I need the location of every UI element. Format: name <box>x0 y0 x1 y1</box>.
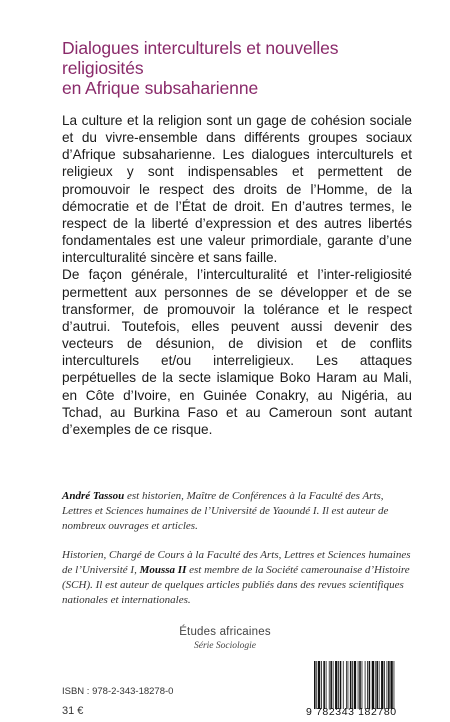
barcode-bar <box>340 661 342 709</box>
barcode-bar <box>350 661 352 709</box>
barcode-bar <box>362 661 363 709</box>
barcode-bar <box>323 661 325 709</box>
author-2-bio-before: Historien, Chargé de Cours à la Faculté des Arts, Lettres et Sciences humaines de l’Université I, <box>62 549 411 576</box>
price-label: 31 € <box>62 705 84 717</box>
barcode-bar <box>367 661 368 709</box>
author-1-bio-text: est historien, Maître de Conférences à la Faculté des Arts, Lettres et Sciences humaines de l’Université de Yaoundé I. Il est auteur de nombreux ouvrages et articles. <box>62 490 389 532</box>
barcode-bar <box>379 661 380 709</box>
barcode-digits: 9 782343 182780 <box>306 706 397 718</box>
collection-series: Série Sociologie <box>194 641 256 651</box>
barcode-bar <box>316 661 317 709</box>
barcode-bar <box>381 661 383 709</box>
author-2-name: Moussa II <box>139 564 187 576</box>
author-bio-1 <box>62 489 414 534</box>
book-title <box>62 38 422 98</box>
summary-paragraph-1: La culture et la religion sont un gage de cohésion sociale et du vivre-ensemble dans différents groupes sociaux d’Afrique subsaharienne. Les dialogues interculturels et religieux y sont indispensables et permettent de promouvoir le respect des droits de l’Homme, de la démocratie et de l’État de droit. En d’autres termes, le respect de la liberté d’expression et des autres libertés fondamentales est une valeur primordiale, garante d’une interculturalité sincère et sans faille. <box>62 113 412 266</box>
barcode-bar <box>321 661 322 709</box>
barcode-bar <box>390 661 392 709</box>
barcode-bar <box>343 661 344 709</box>
barcode-bar <box>329 661 330 709</box>
barcode-image <box>314 661 426 709</box>
barcode-bar <box>365 661 366 709</box>
barcode-bar <box>318 661 320 709</box>
author-1-name: André Tassou <box>62 490 125 502</box>
barcode-bar <box>314 661 316 709</box>
barcode-bar <box>333 661 334 709</box>
author-2-bio-after: est membre de la Société camerounaise d’Histoire (SCH). Il est auteur de quelques articles publiés dans des revues scientifiques nationales et internationales. <box>62 564 410 606</box>
barcode-bar <box>376 661 378 709</box>
barcode-bar <box>348 661 349 709</box>
collection-name: Études africaines <box>179 626 271 638</box>
barcode-bar <box>330 661 332 709</box>
isbn-label: ISBN : 978-2-343-18278-0 <box>62 686 174 697</box>
barcode-bar <box>359 661 361 709</box>
barcode-bar <box>358 661 359 709</box>
barcode-bar <box>388 661 390 709</box>
barcode-bar <box>354 661 356 709</box>
barcode-bar <box>372 661 374 709</box>
barcode-bar <box>369 661 371 709</box>
summary-paragraph-2: De façon générale, l’interculturalité et l’inter-religiosité permettent aux personnes de se développer et de se transformer, de promouvoir la tolérance et le respect d’autrui. Toutefois, elles peuvent aussi devenir des vecteurs de désunion, de division et de conflits interculturels et/ou interreligieux. Les attaques perpétuelles de la secte islamique Boko Haram au Mali, en Côte d’Ivoire, en Guinée Conakry, au Nigéria, au Tchad, au Burkina Faso et au Cameroun sont autant d’exemples de ce risque. <box>62 267 412 437</box>
barcode-bar <box>375 661 376 709</box>
barcode-bar <box>335 661 337 709</box>
barcode-bar <box>352 661 353 709</box>
barcode-bar <box>387 661 388 709</box>
title-line-1: Dialogues interculturels et nouvelles religiosités <box>62 38 339 78</box>
author-bio-2 <box>62 548 414 608</box>
barcode-bar <box>346 661 347 709</box>
barcode-bar <box>338 661 339 709</box>
back-cover-summary <box>62 112 412 438</box>
title-line-2: en Afrique subsaharienne <box>62 78 259 98</box>
barcode-bar <box>384 661 385 709</box>
barcode-bar <box>326 661 327 709</box>
barcode-bar <box>394 661 395 709</box>
